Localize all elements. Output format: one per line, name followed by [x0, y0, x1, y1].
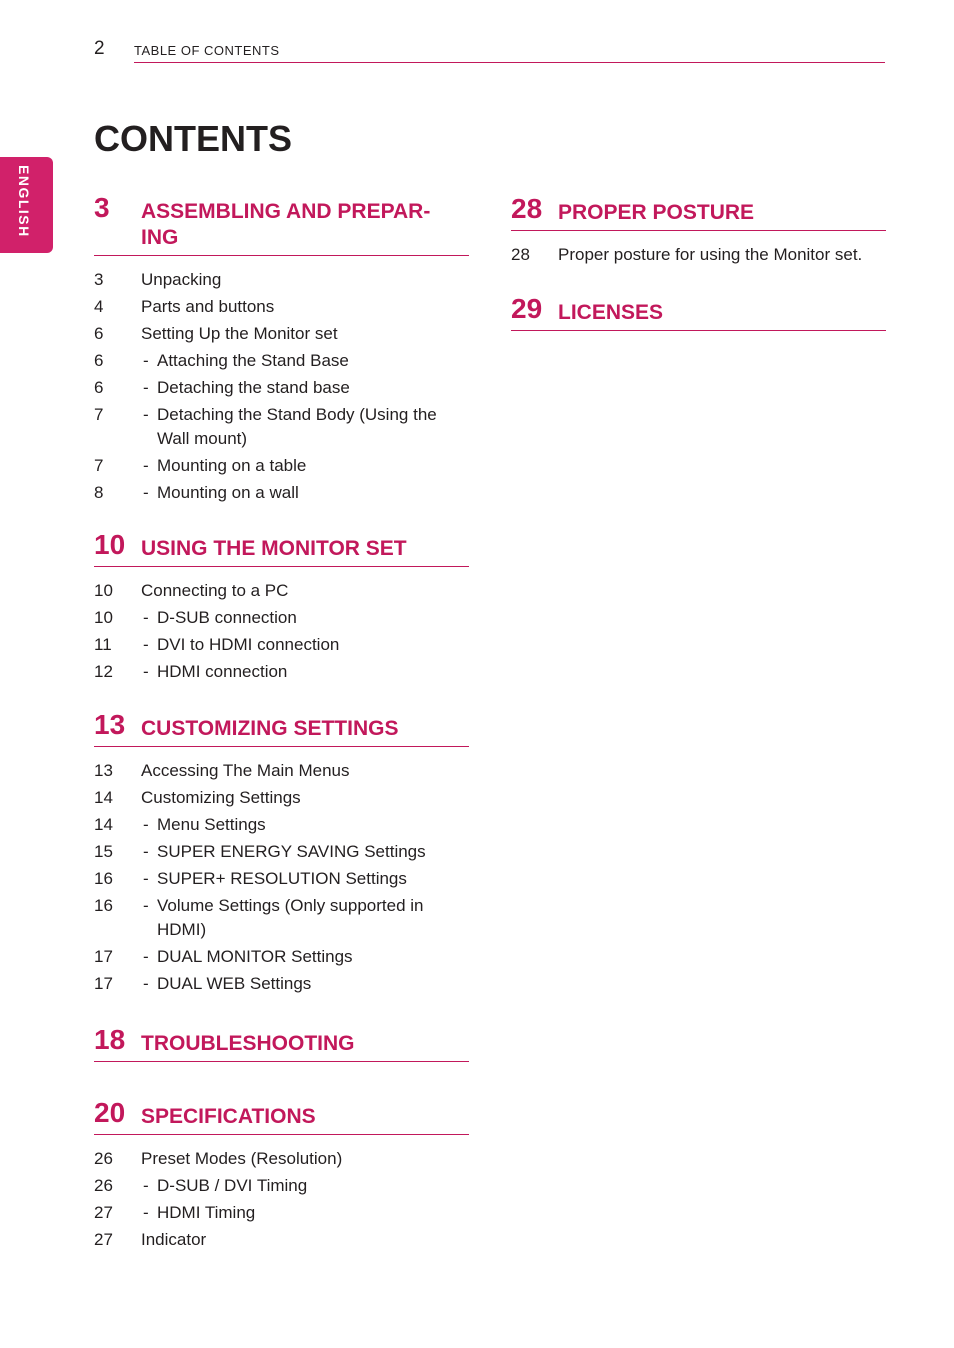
- entry-page-number: 15: [94, 842, 113, 861]
- toc-section-troubleshooting: [94, 1025, 469, 1062]
- entry-title: Setting Up the Monitor set: [141, 324, 338, 343]
- section-title: SPECIFICATIONS: [141, 1105, 316, 1128]
- entry-title: - Mounting on a wall: [94, 481, 469, 505]
- section-title: CUSTOMIZING SETTINGS: [141, 717, 399, 740]
- toc-subentry[interactable]: [94, 1174, 469, 1198]
- entry-page-number: 26: [94, 1149, 113, 1168]
- section-title: TROUBLESHOOTING: [141, 1032, 355, 1055]
- toc-entry[interactable]: [94, 786, 469, 810]
- section-heading[interactable]: [94, 193, 469, 256]
- toc-entry-list: [94, 256, 469, 505]
- entry-page-number: 16: [94, 869, 113, 888]
- toc-section-proper-posture: [511, 194, 886, 270]
- entry-page-number: 6: [94, 351, 104, 370]
- section-page-number: 18: [94, 1024, 126, 1055]
- entry-page-number: 8: [94, 483, 104, 502]
- toc-subentry[interactable]: [94, 376, 469, 400]
- entry-title: - DUAL MONITOR Settings: [94, 945, 469, 969]
- entry-page-number: 7: [94, 405, 104, 424]
- toc-subentry[interactable]: [94, 867, 469, 891]
- section-page-number: 29: [511, 293, 543, 324]
- entry-page-number: 16: [94, 896, 113, 915]
- entry-title: - SUPER+ RESOLUTION Settings: [94, 867, 469, 891]
- toc-entry-list: [94, 747, 469, 996]
- section-title: ASSEMBLING AND PREPAR- ING: [141, 200, 431, 249]
- entry-page-number: 17: [94, 974, 113, 993]
- entry-title: Accessing The Main Menus: [141, 761, 350, 780]
- section-title: LICENSES: [558, 301, 664, 324]
- entry-title: Parts and buttons: [141, 297, 275, 316]
- page-title: CONTENTS: [94, 118, 292, 159]
- entry-title: Connecting to a PC: [141, 581, 289, 600]
- section-heading[interactable]: [94, 1098, 469, 1135]
- entry-title: - HDMI Timing: [94, 1201, 469, 1225]
- toc-subentry[interactable]: [94, 945, 469, 969]
- entry-page-number: 6: [94, 324, 104, 343]
- entry-title: - Detaching the Stand Body (Using the Wall mount): [94, 403, 469, 451]
- section-page-number: 28: [511, 193, 543, 224]
- toc-entry-list: [94, 1135, 469, 1252]
- entry-title: Indicator: [141, 1230, 207, 1249]
- toc-subentry[interactable]: [94, 481, 469, 505]
- toc-section-licenses: [511, 294, 886, 331]
- entry-page-number: 11: [94, 635, 112, 654]
- entry-title: - Volume Settings (Only supported in HDMI): [94, 894, 469, 942]
- entry-page-number: 27: [94, 1203, 113, 1222]
- section-title: PROPER POSTURE: [558, 201, 755, 224]
- toc-entry-list: [511, 231, 886, 267]
- section-page-number: 3: [94, 192, 110, 223]
- section-page-number: 10: [94, 529, 126, 560]
- entry-page-number: 12: [94, 662, 113, 681]
- section-heading[interactable]: [94, 710, 469, 747]
- section-heading[interactable]: [511, 294, 886, 331]
- entry-page-number: 10: [94, 581, 113, 600]
- toc-subentry[interactable]: [94, 454, 469, 478]
- toc-subentry[interactable]: [94, 813, 469, 837]
- entry-page-number: 26: [94, 1176, 113, 1195]
- entry-title: - Mounting on a table: [94, 454, 469, 478]
- toc-entry[interactable]: [94, 579, 469, 603]
- entry-page-number: 13: [94, 761, 113, 780]
- section-page-number: 13: [94, 709, 126, 740]
- toc-subentry[interactable]: [94, 633, 469, 657]
- toc-section-using-monitor: [94, 530, 469, 687]
- toc-entry[interactable]: [94, 322, 469, 346]
- entry-title: - Attaching the Stand Base: [94, 349, 469, 373]
- entry-title: - SUPER ENERGY SAVING Settings: [94, 840, 469, 864]
- entry-title: - DUAL WEB Settings: [94, 972, 469, 996]
- section-heading[interactable]: [511, 194, 886, 231]
- section-title: USING THE MONITOR SET: [141, 537, 407, 560]
- section-page-number: 20: [94, 1097, 126, 1128]
- toc-entry[interactable]: [94, 268, 469, 292]
- entry-page-number: 10: [94, 608, 113, 627]
- toc-entry[interactable]: [94, 1147, 469, 1171]
- language-tab: [0, 157, 53, 253]
- entry-title: Unpacking: [141, 270, 222, 289]
- toc-subentry[interactable]: [94, 840, 469, 864]
- toc-section-specifications: [94, 1098, 469, 1255]
- entry-title: - Menu Settings: [94, 813, 469, 837]
- entry-page-number: 4: [94, 297, 104, 316]
- toc-subentry[interactable]: [94, 1201, 469, 1225]
- toc-entry[interactable]: [94, 295, 469, 319]
- entry-title: Customizing Settings: [141, 788, 301, 807]
- entry-page-number: 28: [511, 245, 530, 264]
- toc-subentry[interactable]: [94, 972, 469, 996]
- entry-title: - DVI to HDMI connection: [94, 633, 469, 657]
- entry-title: - D-SUB connection: [94, 606, 469, 630]
- toc-subentry[interactable]: [94, 349, 469, 373]
- toc-subentry[interactable]: [94, 403, 469, 451]
- toc-subentry[interactable]: [94, 660, 469, 684]
- toc-entry-list: [94, 567, 469, 684]
- entry-title: - HDMI connection: [94, 660, 469, 684]
- toc-entry[interactable]: [511, 243, 886, 267]
- entry-page-number: 17: [94, 947, 113, 966]
- entry-title: - Detaching the stand base: [94, 376, 469, 400]
- toc-section-assembling: [94, 193, 469, 508]
- entry-page-number: 7: [94, 456, 104, 475]
- toc-entry[interactable]: [94, 759, 469, 783]
- entry-title: - D-SUB / DVI Timing: [94, 1174, 469, 1198]
- header-rule: [134, 62, 885, 63]
- section-heading[interactable]: [94, 530, 469, 567]
- entry-title: Preset Modes (Resolution): [141, 1149, 343, 1168]
- toc-subentry[interactable]: [94, 894, 469, 942]
- toc-entry[interactable]: [94, 1228, 469, 1252]
- entry-page-number: 27: [94, 1230, 113, 1249]
- entry-title: Proper posture for using the Monitor set.: [558, 245, 863, 264]
- page-number: 2: [94, 38, 105, 59]
- language-tab-label: ENGLISH: [16, 165, 32, 238]
- entry-page-number: 3: [94, 270, 104, 289]
- toc-subentry[interactable]: [94, 606, 469, 630]
- running-head: TABLE OF CONTENTS: [134, 43, 280, 58]
- section-heading[interactable]: [94, 1025, 469, 1062]
- entry-page-number: 6: [94, 378, 104, 397]
- entry-page-number: 14: [94, 788, 113, 807]
- toc-section-customizing: [94, 710, 469, 999]
- entry-page-number: 14: [94, 815, 113, 834]
